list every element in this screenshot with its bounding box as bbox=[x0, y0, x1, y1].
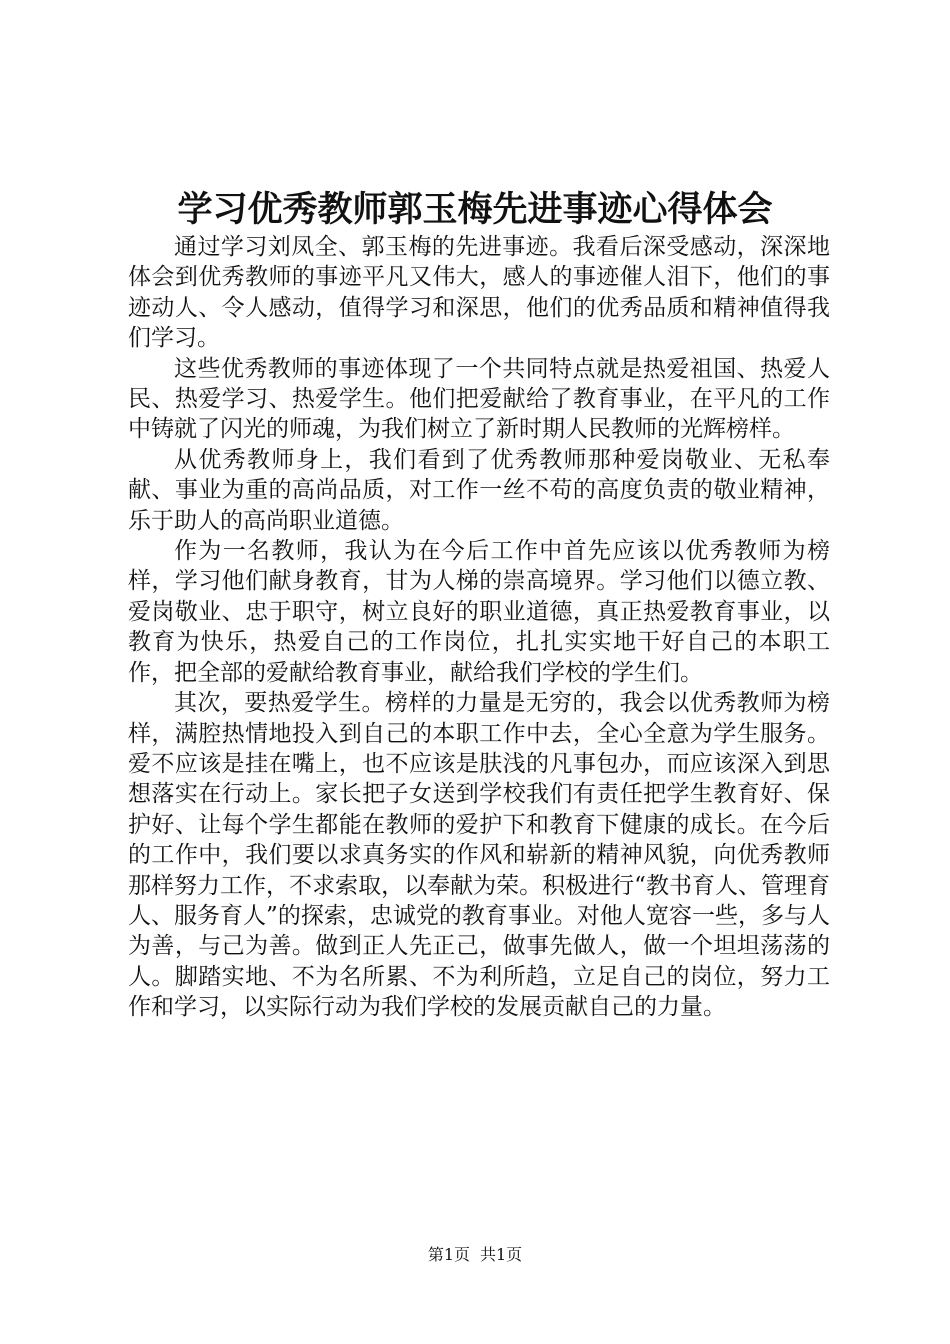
page-number-current: 第1页 bbox=[427, 1245, 470, 1264]
paragraph-1: 通过学习刘凤全、郭玉梅的先进事迹。我看后深受感动，深深地体会到优秀教师的事迹平凡又伟大，感人的事迹催人泪下，他们的事迹动人、令人感动，值得学习和深思，他们的优秀品质和精神值得我们学习。 bbox=[128, 234, 830, 352]
document-body bbox=[128, 232, 830, 1023]
document-title: 学习优秀教师郭玉梅先进事迹心得体会 bbox=[177, 189, 773, 230]
paragraph-5: 其次，要热爱学生。榜样的力量是无穷的，我会以优秀教师为榜样，满腔热情地投入到自己的本职工作中去，全心全意为学生服务。爱不应该是挂在嘴上，也不应该是肤浅的凡事包办，而应该深入到思想落实在行动上。家长把子女送到学校我们有责任把学生教育好、保护好、让每个学生都能在教师的爱护下和教育下健康的成长。在今后的工作中，我们要以求真务实的作风和崭新的精神风貌，向优秀教师那样努力工作，不求索取，以奉献为荣。积极进行“教书育人、管理育人、服务育人”的探索，忠诚党的教育事业。对他人宽容一些，多与人为善，与己为善。做到正人先正己，做事先做人，做一个坦坦荡荡的人。脚踏实地、不为名所累、不为利所趋，立足自己的岗位，努力工作和学习，以实际行动为我们学校的发展贡献自己的力量。 bbox=[128, 690, 830, 1021]
page-number-total: 共1页 bbox=[480, 1245, 523, 1264]
page-footer bbox=[0, 1244, 950, 1266]
paragraph-2: 这些优秀教师的事迹体现了一个共同特点就是热爱祖国、热爱人民、热爱学习、热爱学生。他们把爱献给了教育事业，在平凡的工作中铸就了闪光的师魂，为我们树立了新时期人民教师的光辉榜样。 bbox=[128, 355, 830, 443]
paragraph-3: 从优秀教师身上，我们看到了优秀教师那种爱岗敬业、无私奉献、事业为重的高尚品质，对工作一丝不苟的高度负责的敬业精神，乐于助人的高尚职业道德。 bbox=[128, 446, 830, 534]
paragraph-4: 作为一名教师，我认为在今后工作中首先应该以优秀教师为榜样，学习他们献身教育，甘为人梯的崇高境界。学习他们以德立教、爱岗敬业、忠于职守，树立良好的职业道德，真正热爱教育事业，以教育为快乐，热爱自己的工作岗位，扎扎实实地干好自己的本职工作，把全部的爱献给教育事业，献给我们学校的学生们。 bbox=[128, 538, 830, 686]
